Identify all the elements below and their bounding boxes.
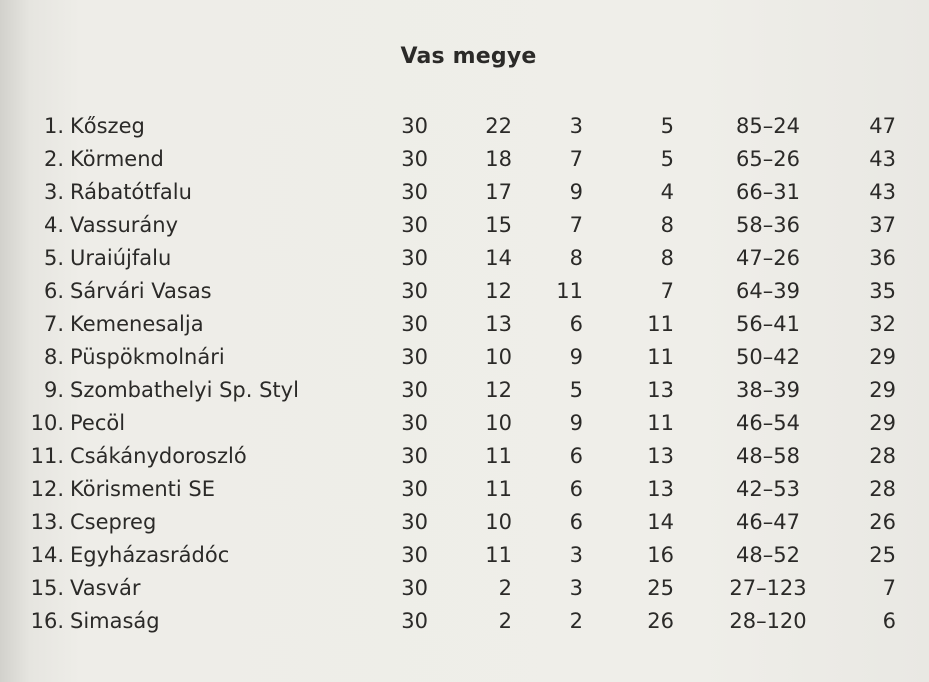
row-rank: 3. — [43, 180, 64, 204]
table-row — [0, 143, 929, 176]
table-row — [0, 506, 929, 539]
team-name: Simaság — [70, 609, 160, 633]
matches-drawn: 9 — [569, 345, 583, 369]
matches-lost: 7 — [660, 279, 674, 303]
team-name: Sárvári Vasas — [70, 279, 212, 303]
matches-lost: 5 — [660, 114, 674, 138]
matches-drawn: 3 — [569, 543, 583, 567]
matches-lost: 5 — [660, 147, 674, 171]
row-rank: 14. — [30, 543, 64, 567]
table-row — [0, 407, 929, 440]
matches-drawn: 3 — [569, 114, 583, 138]
matches-lost: 16 — [647, 543, 674, 567]
points: 29 — [869, 411, 896, 435]
goal-ratio: 48–58 — [736, 444, 800, 468]
matches-played: 30 — [401, 444, 428, 468]
goal-ratio: 38–39 — [736, 378, 800, 402]
row-rank: 6. — [43, 279, 64, 303]
points: 32 — [869, 312, 896, 336]
matches-lost: 4 — [660, 180, 674, 204]
matches-lost: 26 — [647, 609, 674, 633]
matches-won: 11 — [485, 444, 512, 468]
goal-ratio: 58–36 — [736, 213, 800, 237]
goal-ratio: 50–42 — [736, 345, 800, 369]
table-row — [0, 176, 929, 209]
team-name: Pecöl — [70, 411, 126, 435]
team-name: Püspökmolnári — [70, 345, 225, 369]
matches-drawn: 7 — [569, 213, 583, 237]
table-row — [0, 242, 929, 275]
row-rank: 16. — [30, 609, 64, 633]
points: 26 — [869, 510, 896, 534]
points: 36 — [869, 246, 896, 270]
matches-drawn: 6 — [569, 510, 583, 534]
table-row — [0, 308, 929, 341]
team-name: Kemenesalja — [70, 312, 204, 336]
matches-won: 13 — [485, 312, 512, 336]
row-rank: 10. — [30, 411, 64, 435]
row-rank: 8. — [43, 345, 64, 369]
matches-played: 30 — [401, 147, 428, 171]
matches-played: 30 — [401, 411, 428, 435]
table-row — [0, 374, 929, 407]
matches-won: 18 — [485, 147, 512, 171]
row-rank: 4. — [43, 213, 64, 237]
matches-drawn: 2 — [569, 609, 583, 633]
points: 28 — [869, 477, 896, 501]
row-rank: 15. — [30, 576, 64, 600]
matches-lost: 25 — [647, 576, 674, 600]
matches-played: 30 — [401, 477, 428, 501]
matches-won: 12 — [485, 378, 512, 402]
matches-played: 30 — [401, 246, 428, 270]
points: 35 — [869, 279, 896, 303]
matches-drawn: 6 — [569, 444, 583, 468]
goal-ratio: 48–52 — [736, 543, 800, 567]
matches-drawn: 11 — [556, 279, 583, 303]
points: 6 — [882, 609, 896, 633]
team-name: Körmend — [70, 147, 164, 171]
team-name: Csákánydoroszló — [70, 444, 247, 468]
points: 7 — [882, 576, 896, 600]
matches-played: 30 — [401, 279, 428, 303]
row-rank: 7. — [43, 312, 64, 336]
goal-ratio: 28–120 — [729, 609, 807, 633]
team-name: Egyházasrádóc — [70, 543, 230, 567]
row-rank: 13. — [30, 510, 64, 534]
goal-ratio: 27–123 — [729, 576, 807, 600]
page-title-text: Vas megye — [400, 44, 537, 69]
matches-drawn: 6 — [569, 312, 583, 336]
matches-played: 30 — [401, 345, 428, 369]
points: 43 — [869, 180, 896, 204]
table-row — [0, 473, 929, 506]
team-name: Kőszeg — [70, 114, 145, 138]
matches-lost: 11 — [647, 312, 674, 336]
matches-won: 11 — [485, 477, 512, 501]
row-rank: 12. — [30, 477, 64, 501]
table-row — [0, 539, 929, 572]
table-row — [0, 605, 929, 638]
table-row — [0, 572, 929, 605]
matches-won: 10 — [485, 510, 512, 534]
team-name: Vasvár — [70, 576, 141, 600]
goal-ratio: 42–53 — [736, 477, 800, 501]
team-name: Körismenti SE — [70, 477, 216, 501]
matches-won: 22 — [485, 114, 512, 138]
team-name: Uraiújfalu — [70, 246, 172, 270]
matches-lost: 8 — [660, 246, 674, 270]
table-row — [0, 275, 929, 308]
matches-played: 30 — [401, 378, 428, 402]
matches-drawn: 9 — [569, 411, 583, 435]
matches-lost: 14 — [647, 510, 674, 534]
points: 25 — [869, 543, 896, 567]
table-row — [0, 440, 929, 473]
matches-drawn: 5 — [569, 378, 583, 402]
table-row — [0, 341, 929, 374]
matches-played: 30 — [401, 609, 428, 633]
matches-played: 30 — [401, 312, 428, 336]
points: 28 — [869, 444, 896, 468]
matches-won: 12 — [485, 279, 512, 303]
matches-drawn: 9 — [569, 180, 583, 204]
page-title — [0, 44, 929, 69]
matches-won: 2 — [498, 609, 512, 633]
matches-won: 15 — [485, 213, 512, 237]
row-rank: 9. — [43, 378, 64, 402]
matches-won: 10 — [485, 345, 512, 369]
points: 47 — [869, 114, 896, 138]
goal-ratio: 56–41 — [736, 312, 800, 336]
row-rank: 1. — [43, 114, 64, 138]
matches-won: 2 — [498, 576, 512, 600]
team-name: Vassurány — [70, 213, 179, 237]
matches-played: 30 — [401, 576, 428, 600]
goal-ratio: 46–54 — [736, 411, 800, 435]
team-name: Csepreg — [70, 510, 157, 534]
goal-ratio: 47–26 — [736, 246, 800, 270]
matches-lost: 13 — [647, 444, 674, 468]
matches-played: 30 — [401, 114, 428, 138]
team-name: Szombathelyi Sp. Styl — [70, 378, 299, 402]
matches-played: 30 — [401, 180, 428, 204]
row-rank: 5. — [43, 246, 64, 270]
matches-drawn: 7 — [569, 147, 583, 171]
goal-ratio: 65–26 — [736, 147, 800, 171]
table-row — [0, 110, 929, 143]
points: 37 — [869, 213, 896, 237]
matches-played: 30 — [401, 510, 428, 534]
row-rank: 2. — [43, 147, 64, 171]
matches-won: 11 — [485, 543, 512, 567]
goal-ratio: 46–47 — [736, 510, 800, 534]
matches-won: 17 — [485, 180, 512, 204]
matches-won: 10 — [485, 411, 512, 435]
matches-lost: 11 — [647, 345, 674, 369]
matches-won: 14 — [485, 246, 512, 270]
points: 43 — [869, 147, 896, 171]
matches-drawn: 8 — [569, 246, 583, 270]
team-name: Rábatótfalu — [70, 180, 192, 204]
matches-lost: 8 — [660, 213, 674, 237]
matches-lost: 11 — [647, 411, 674, 435]
points: 29 — [869, 345, 896, 369]
goal-ratio: 85–24 — [736, 114, 800, 138]
table-row — [0, 209, 929, 242]
points: 29 — [869, 378, 896, 402]
goal-ratio: 66–31 — [736, 180, 800, 204]
matches-played: 30 — [401, 543, 428, 567]
matches-lost: 13 — [647, 378, 674, 402]
matches-drawn: 6 — [569, 477, 583, 501]
row-rank: 11. — [30, 444, 64, 468]
matches-drawn: 3 — [569, 576, 583, 600]
matches-lost: 13 — [647, 477, 674, 501]
goal-ratio: 64–39 — [736, 279, 800, 303]
matches-played: 30 — [401, 213, 428, 237]
